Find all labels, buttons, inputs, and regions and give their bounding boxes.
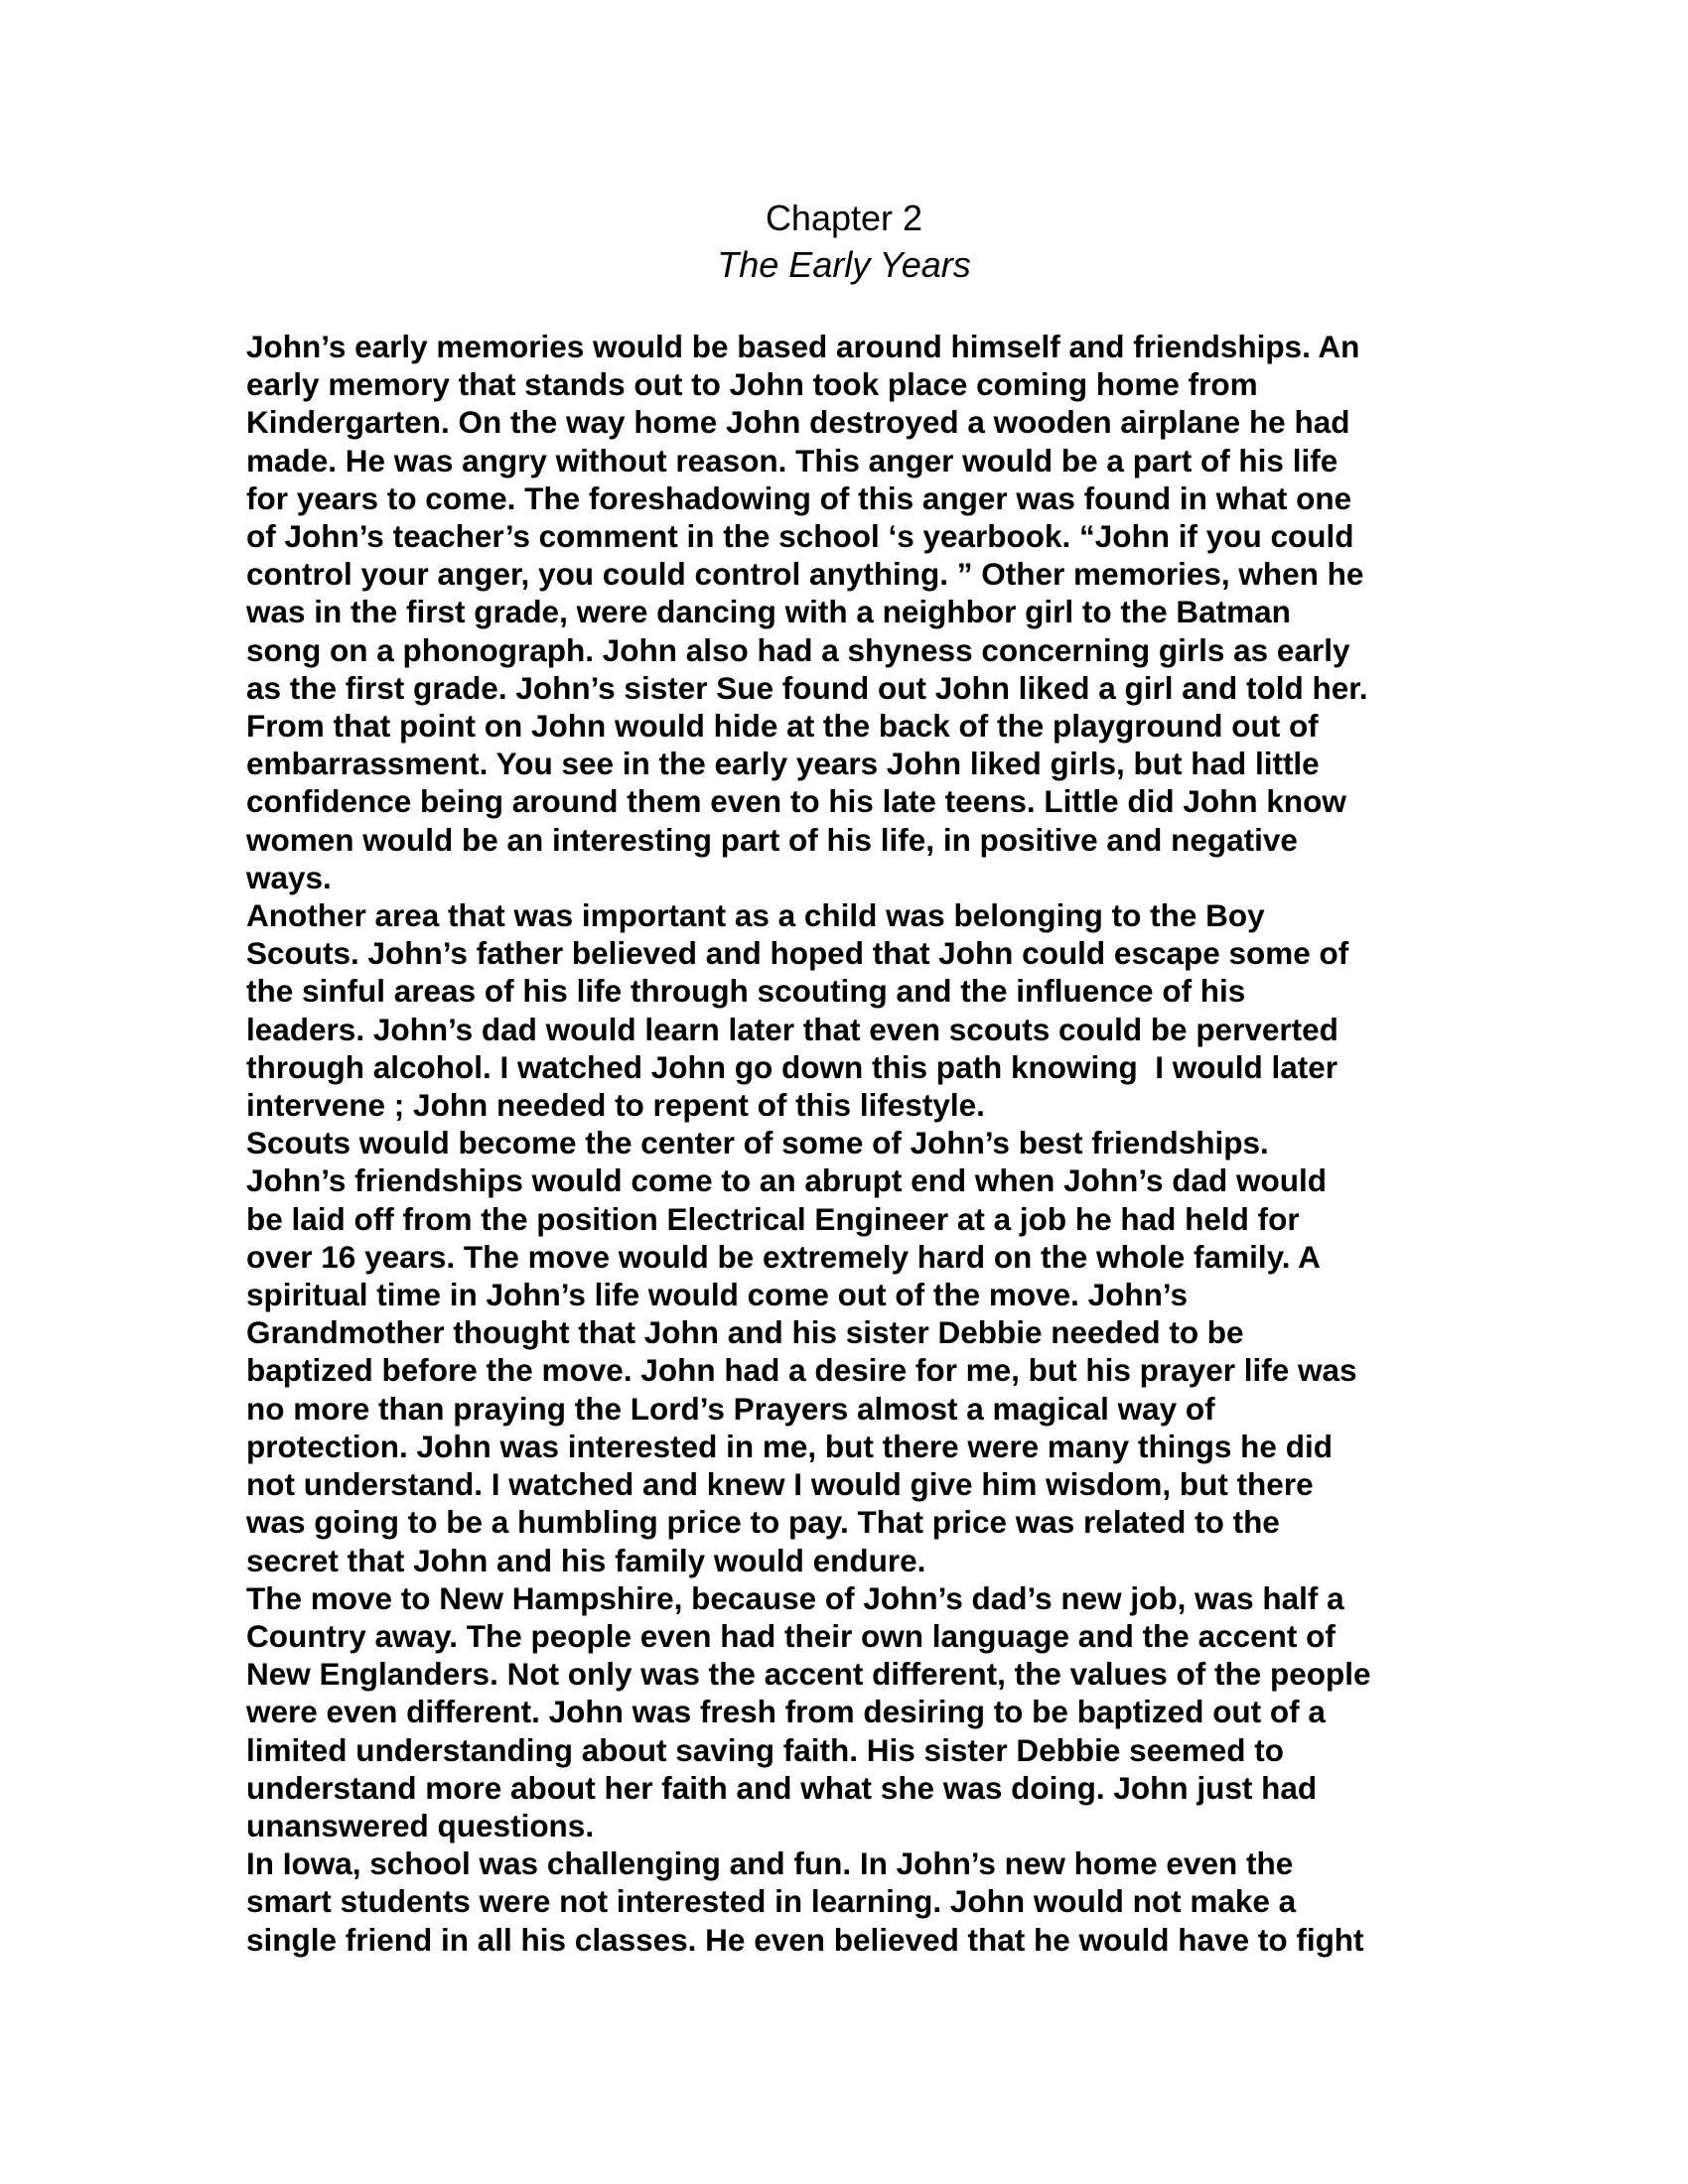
text-line: over 16 years. The move would be extremely hard on the whole family. A <box>246 1238 1321 1275</box>
text-line: Country away. The people even had their own language and the accent of <box>246 1617 1336 1654</box>
text-line: The move to New Hampshire, because of John’s dad’s new job, was half a <box>246 1579 1344 1616</box>
text-line: protection. John was interested in me, but there were many things he did <box>246 1428 1333 1464</box>
text-line: confidence being around them even to his late teens. Little did John know <box>246 783 1346 820</box>
paragraph <box>246 1844 1497 1959</box>
text-line: ways. <box>246 859 332 895</box>
text-line: of John’s teacher’s comment in the school ‘s yearbook. “John if you could <box>246 518 1354 555</box>
text-line: were even different. John was fresh from desiring to be baptized out of a <box>246 1694 1326 1730</box>
text-line: Another area that was important as a child was belonging to the Boy <box>246 897 1265 934</box>
text-line: for years to come. The foreshadowing of this anger was found in what one <box>246 479 1352 516</box>
text-line: Scouts would become the center of some of John’s best friendships. <box>246 1125 1269 1161</box>
text-line: limited understanding about saving faith. His sister Debbie seemed to <box>246 1731 1284 1768</box>
text-line: Grandmother thought that John and his sister Debbie needed to be <box>246 1314 1244 1351</box>
paragraph <box>246 896 1497 1124</box>
text-line: early memory that stands out to John took place coming home from <box>246 366 1258 403</box>
text-line: understand more about her faith and what she was doing. John just had <box>246 1769 1318 1806</box>
text-line: control your anger, you could control anything. ” Other memories, when he <box>246 556 1364 593</box>
text-line: leaders. John’s dad would learn later that even scouts could be perverted <box>246 1011 1338 1047</box>
text-line: secret that John and his family would endure. <box>246 1542 926 1578</box>
text-line: Kindergarten. On the way home John destroyed a wooden airplane he had <box>246 404 1350 441</box>
chapter-number: Chapter 2 <box>765 198 923 238</box>
text-line: made. He was angry without reason. This anger would be a part of his life <box>246 442 1338 478</box>
text-line: was in the first grade, were dancing with a neighbor girl to the Batman <box>246 594 1291 630</box>
text-line: embarrassment. You see in the early years John liked girls, but had little <box>246 746 1320 782</box>
paragraph <box>246 1124 1497 1578</box>
chapter-body <box>246 328 1497 1959</box>
text-line: John’s friendships would come to an abrupt end when John’s dad would <box>246 1162 1327 1199</box>
text-line: no more than praying the Lord’s Prayers almost a magical way of <box>246 1390 1215 1427</box>
text-line: From that point on John would hide at the back of the playground out of <box>246 708 1319 745</box>
text-line: baptized before the move. John had a desire for me, but his prayer life was <box>246 1352 1357 1389</box>
paragraph <box>246 1579 1497 1844</box>
text-line: women would be an interesting part of his life, in positive and negative <box>246 821 1298 858</box>
text-line: John’s early memories would be based around himself and friendships. An <box>246 329 1360 364</box>
text-line: spiritual time in John’s life would come out of the move. John’s <box>246 1277 1189 1313</box>
chapter-heading <box>0 195 1688 288</box>
text-line: the sinful areas of his life through scouting and the influence of his <box>246 973 1246 1010</box>
text-line: smart students were not interested in learning. John would not make a <box>246 1883 1297 1920</box>
text-line: Scouts. John’s father believed and hoped that John could escape some of <box>246 935 1349 972</box>
text-line: unanswered questions. <box>246 1807 595 1843</box>
text-line: as the first grade. John’s sister Sue found out John liked a girl and told her. <box>246 669 1368 706</box>
paragraph <box>246 328 1497 896</box>
text-line: single friend in all his classes. He even believed that he would have to fight <box>246 1921 1364 1958</box>
text-line: was going to be a humbling price to pay. That price was related to the <box>246 1504 1280 1541</box>
text-line: intervene ; John needed to repent of this lifestyle. <box>246 1087 985 1124</box>
text-line: In Iowa, school was challenging and fun. In John’s new home even the <box>246 1845 1294 1882</box>
text-line: be laid off from the position Electrical Engineer at a job he had held for <box>246 1200 1300 1237</box>
text-line: through alcohol. I watched John go down this path knowing I would later <box>246 1048 1337 1085</box>
text-line: New Englanders. Not only was the accent different, the values of the people <box>246 1656 1371 1693</box>
chapter-title: The Early Years <box>717 244 971 285</box>
text-line: not understand. I watched and knew I would give him wisdom, but there <box>246 1466 1314 1503</box>
text-line: song on a phonograph. John also had a shyness concerning girls as early <box>246 631 1350 668</box>
